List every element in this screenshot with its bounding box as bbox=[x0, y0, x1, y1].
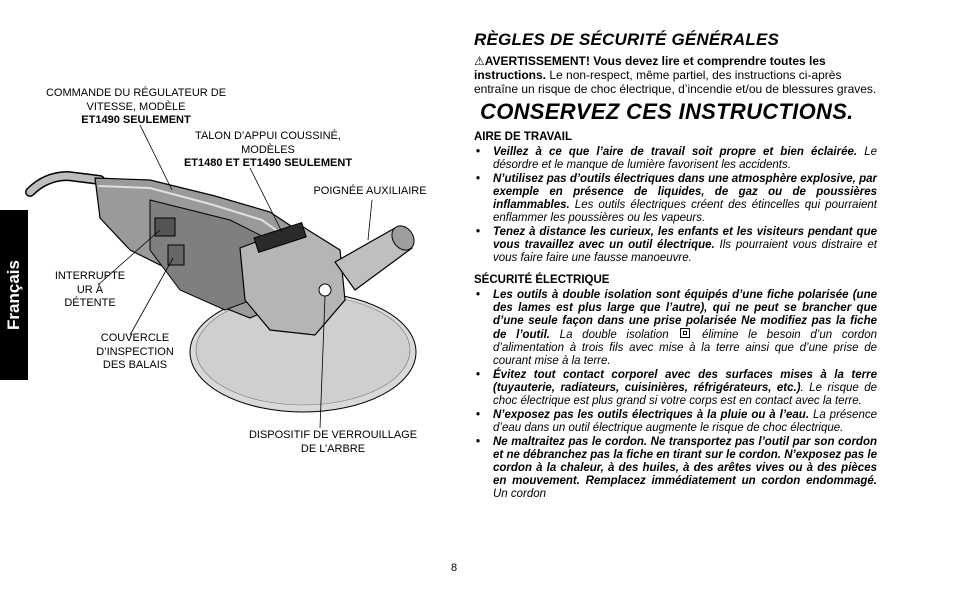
list-item: • Tenez à distance les curieux, les enfants et les visiteurs pendant que vous travaillez avec un outil électrique. Ils pourraient vous distraire et vous faire faire une fausse manoeuvre. bbox=[474, 226, 877, 265]
list-item: • Veillez à ce que l’aire de travail soit propre et bien éclairée. Le désordre et le manque de lumière favorisent les accidents. bbox=[474, 146, 877, 172]
spindle-lock bbox=[319, 284, 331, 296]
list-item: • Ne maltraitez pas le cordon. Ne transportez pas l’outil par son cordon et ne débranchez pas la fiche en tirant sur le cordon. N’exposez pas le cordon à la chaleur, à des huiles, à des arêtes vives ou à des pièces en mouvement. Remplacez immédiatement un cordon endommagé. Un cordon bbox=[474, 436, 877, 501]
section-title: RÈGLES DE SÉCURITÉ GÉNÉRALES bbox=[474, 30, 780, 49]
conserve-heading: CONSERVEZ CES INSTRUCTIONS. bbox=[480, 99, 854, 124]
double-insulation-icon bbox=[680, 328, 690, 338]
callout-cushioned-pad: TALON D’APPUI COUSSINÉ, MODÈLES ET1480 ET ET1490 SEULEMENT bbox=[183, 130, 353, 169]
list-item: • Évitez tout contact corporel avec des surfaces mises à la terre (tuyauterie, radiateurs, cuisinières, réfrigérateurs, etc.). Le risque de choc électrique est plus grand si votre corps est en contact avec la terre. bbox=[474, 369, 877, 408]
electrical-heading: SÉCURITÉ ÉLECTRIQUE bbox=[474, 274, 610, 286]
callout-spindle-lock: DISPOSITIF DE VERROUILLAGE DE L’ARBRE bbox=[248, 429, 418, 455]
list-item: • N’exposez pas les outils électriques à la pluie ou à l’eau. La présence d’eau dans un outil électrique augmente le risque de choc électrique. bbox=[474, 409, 877, 435]
callout-auxiliary-handle: POIGNÉE AUXILIAIRE bbox=[313, 185, 427, 197]
warning-icon: ⚠ bbox=[474, 54, 485, 68]
callout-brush-cover: COUVERCLE D’INSPECTION DES BALAIS bbox=[96, 332, 174, 371]
callout-trigger-switch: INTERRUPTE UR À DÉTENTE bbox=[54, 270, 126, 309]
list-item: • Les outils à double isolation sont équipés d’une fiche polarisée (une des lames est plus large que l’autre), qui ne peut se brancher que d’une seule façon dans une prise polarisée Ne modifiez pas la fiche de l’outil. La double isolation élimine le besoin d’un cordon d’alimentation à trois fils avec mise à la terre ainsi que d’une prise de courant mise à la terre. bbox=[474, 289, 877, 368]
warning-paragraph: ⚠AVERTISSEMENT! Vous devez lire et comprendre toutes les instructions. Le non-respect, même partiel, des instructions ci-après entraîne un risque de choc électrique, d’incendie et/ou de blessures graves. bbox=[474, 54, 877, 96]
electrical-list bbox=[474, 289, 877, 501]
page-number: 8 bbox=[451, 562, 458, 574]
work-area-heading: AIRE DE TRAVAIL bbox=[474, 131, 572, 143]
work-area-list bbox=[474, 146, 877, 265]
list-item: • N’utilisez pas d’outils électriques dans une atmosphère explosive, par exemple en présence de liquides, de gaz ou de poussières inflammables. Les outils électriques créent des étincelles qui pourraient enflammer les poussières ou les vapeurs. bbox=[474, 173, 877, 225]
callout-speed-control: COMMANDE DU RÉGULATEUR DE VITESSE, MODÈLE ET1490 SEULEMENT bbox=[45, 87, 227, 126]
language-tab-label: Français bbox=[4, 260, 23, 330]
safety-rules-column bbox=[474, 30, 877, 502]
